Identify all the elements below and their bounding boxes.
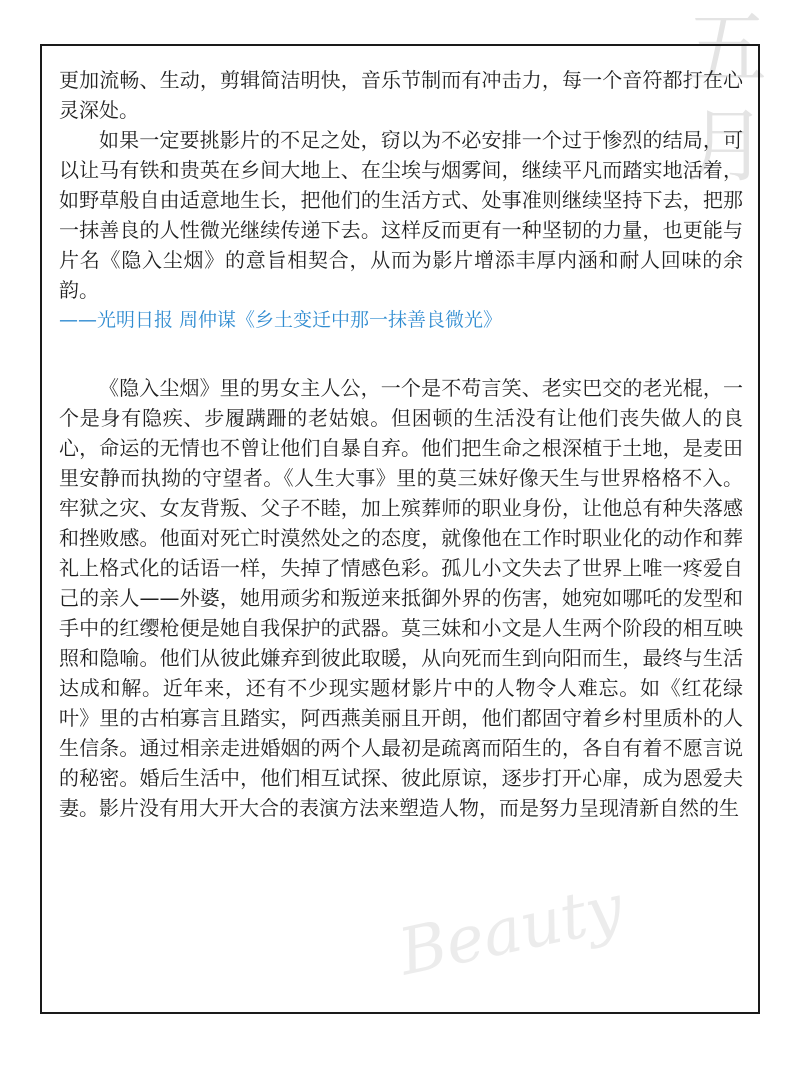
paragraph-continued: 更加流畅、生动，剪辑简洁明快，音乐节制而有冲击力，每一个音符都打在心灵深处。 — [59, 68, 743, 122]
paragraph-ending-critique: 如果一定要挑影片的不足之处，窃以为不必安排一个过于惨烈的结局，可以让马有铁和贵英在乡间大地上、在尘埃与烟雾间，继续平凡而踏实地活着，如野草般自由适意地生长，把他们的生活方式、处事准则继续坚持下去，把那一抹善良的人性微光继续传递下去。这样反而更有一种坚韧的力量，也更能与片名《隐入尘烟》的意旨相契合，从而为影片增添丰厚内涵和耐人回味的余韵。 — [59, 128, 743, 302]
article-frame — [40, 44, 760, 1014]
section-spacer — [59, 335, 743, 373]
watermark-char-2: 月 — [687, 100, 767, 193]
watermark-char-1: 五 — [687, 2, 767, 95]
watermark-script-text: Beauty — [392, 870, 630, 991]
citation-source: ——光明日报 周仲谋《乡土变迁中那一抹善良微光》 — [59, 309, 503, 331]
paragraph-characters: 《隐入尘烟》里的男女主人公，一个是不苟言笑、老实巴交的老光棍，一个是身有隐疾、步履蹒跚的老姑娘。但困顿的生活没有让他们丧失做人的良心，命运的无情也不曾让他们自暴自弃。他们把生命之根深植于土地，是麦田里安静而执拗的守望者。《人生大事》里的莫三妹好像天生与世界格格不入。牢狱之灾、女友背叛、父子不睦，加上殡葬师的职业身份，让他总有种失落感和挫败感。他面对死亡时漠然处之的态度，就像他在工作时职业化的动作和葬礼上格式化的话语一样，失掉了情感色彩。孤儿小文失去了世界上唯一疼爱自己的亲人——外婆，她用顽劣和叛逆来抵御外界的伤害，她宛如哪吒的发型和手中的红缨枪便是她自我保护的武器。莫三妹和小文是人生两个阶段的相互映照和隐喻。他们从彼此嫌弃到彼此取暖，从向死而生到向阳而生，最终与生活达成和解。近年来，还有不少现实题材影片中的人物令人难忘。如《红花绿叶》里的古柏寡言且踏实，阿西燕美丽且开朗，他们都固守着乡村里质朴的人生信条。通过相亲走进婚姻的两个人最初是疏离而陌生的，各自有着不愿言说的秘密。婚后生活中，他们相互试探、彼此原谅，逐步打开心扉，成为恩爱夫妻。影片没有用大开大合的表演方法来塑造人物，而是努力呈现清新自然的生 — [59, 376, 743, 820]
article-body — [59, 65, 743, 823]
